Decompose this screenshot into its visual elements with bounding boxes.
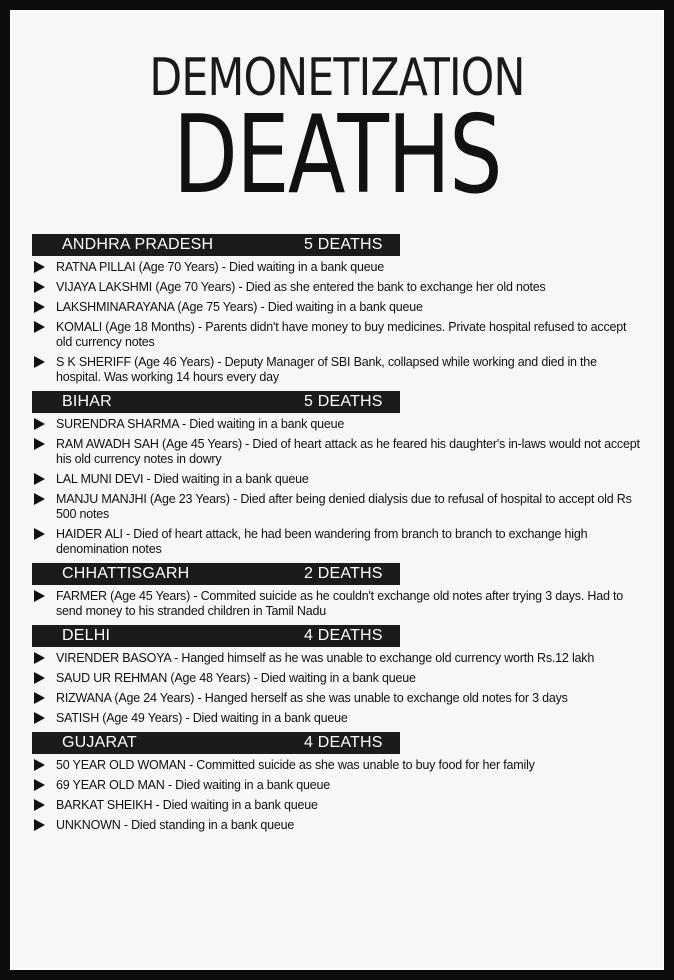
section-state-name: CHHATTISGARH <box>62 565 190 582</box>
entry-list <box>32 651 648 726</box>
list-item <box>32 417 648 432</box>
entry-text: RATNA PILLAI (Age 70 Years) - Died waiting in a bank queue <box>56 260 384 274</box>
list-item <box>32 818 648 833</box>
entry-text: FARMER (Age 45 Years) - Commited suicide as he couldn't exchange old notes after trying 3 days. Had to send money to his stranded children in Tamil Nadu <box>56 589 624 618</box>
entry-list <box>32 417 648 557</box>
list-item <box>32 300 648 315</box>
entry-text: SURENDRA SHARMA - Died waiting in a bank queue <box>56 417 345 431</box>
entry-text: BARKAT SHEIKH - Died waiting in a bank queue <box>56 798 318 812</box>
section-death-count: 5 DEATHS <box>304 236 383 253</box>
list-item <box>32 691 648 706</box>
list-item <box>32 355 648 385</box>
entry-text: KOMALI (Age 18 Months) - Parents didn't have money to buy medicines. Private hospital refused to accept old currency notes <box>56 320 627 349</box>
section-header <box>32 563 400 585</box>
title-block <box>12 48 662 218</box>
triangle-right-icon <box>34 672 48 684</box>
section-state-name: BIHAR <box>62 393 112 410</box>
section-andhra-pradesh <box>32 234 648 385</box>
section-header <box>32 625 400 647</box>
title-line-1: DEMONETIZATION <box>149 48 525 108</box>
triangle-right-icon <box>34 779 48 791</box>
section-chhattisgarh <box>32 563 648 619</box>
triangle-right-icon <box>34 301 48 313</box>
list-item <box>32 527 648 557</box>
entry-list <box>32 589 648 619</box>
section-state-name: GUJARAT <box>62 734 137 751</box>
list-item <box>32 437 648 467</box>
entry-text: SATISH (Age 49 Years) - Died waiting in a bank queue <box>56 711 348 725</box>
section-header <box>32 234 400 256</box>
entry-text: VIJAYA LAKSHMI (Age 70 Years) - Died as she entered the bank to exchange her old notes <box>56 280 546 294</box>
triangle-right-icon <box>34 438 48 450</box>
section-gujarat <box>32 732 648 833</box>
triangle-right-icon <box>34 819 48 831</box>
entry-text: MANJU MANJHI (Age 23 Years) - Died after being denied dialysis due to refusal of hospital to accept old Rs 500 notes <box>56 492 632 521</box>
entry-text: UNKNOWN - Died standing in a bank queue <box>56 818 295 832</box>
entry-text: S K SHERIFF (Age 46 Years) - Deputy Manager of SBI Bank, collapsed while working and died in the hospital. Was working 14 hours every day <box>56 355 597 384</box>
list-item <box>32 671 648 686</box>
list-item <box>32 711 648 726</box>
section-death-count: 4 DEATHS <box>304 627 383 644</box>
triangle-right-icon <box>34 321 48 333</box>
triangle-right-icon <box>34 759 48 771</box>
poster-body <box>10 10 664 970</box>
section-header <box>32 732 400 754</box>
triangle-right-icon <box>34 528 48 540</box>
entry-text: VIRENDER BASOYA - Hanged himself as he was unable to exchange old currency worth Rs.12 lakh <box>56 651 595 665</box>
list-item <box>32 758 648 773</box>
list-item <box>32 778 648 793</box>
triangle-right-icon <box>34 692 48 704</box>
list-item <box>32 280 648 295</box>
entry-text: LAKSHMINARAYANA (Age 75 Years) - Died waiting in a bank queue <box>56 300 423 314</box>
section-bihar <box>32 391 648 557</box>
section-state-name: DELHI <box>62 627 111 644</box>
list-item <box>32 320 648 350</box>
list-item <box>32 492 648 522</box>
list-item <box>32 798 648 813</box>
section-header <box>32 391 400 413</box>
title-line-2: DEATHS <box>172 93 502 218</box>
entry-text: SAUD UR REHMAN (Age 48 Years) - Died waiting in a bank queue <box>56 671 416 685</box>
entry-text: HAIDER ALI - Died of heart attack, he had been wandering from branch to branch to exchange high denomination notes <box>56 527 588 556</box>
triangle-right-icon <box>34 281 48 293</box>
entry-list <box>32 758 648 833</box>
list-item <box>32 472 648 487</box>
triangle-right-icon <box>34 356 48 368</box>
entry-text: RAM AWADH SAH (Age 45 Years) - Died of heart attack as he feared his daughter's in-laws would not accept his old currency notes in dowry <box>56 437 640 466</box>
triangle-right-icon <box>34 261 48 273</box>
entry-text: 50 YEAR OLD WOMAN - Committed suicide as she was unable to buy food for her family <box>56 758 535 772</box>
section-death-count: 2 DEATHS <box>304 565 383 582</box>
list-item <box>32 260 648 275</box>
entry-list <box>32 260 648 385</box>
triangle-right-icon <box>34 652 48 664</box>
list-item <box>32 651 648 666</box>
triangle-right-icon <box>34 418 48 430</box>
section-state-name: ANDHRA PRADESH <box>62 236 214 253</box>
entry-text: LAL MUNI DEVI - Died waiting in a bank queue <box>56 472 309 486</box>
list-item <box>32 589 648 619</box>
section-death-count: 5 DEATHS <box>304 393 383 410</box>
triangle-right-icon <box>34 493 48 505</box>
sections-list <box>32 234 648 839</box>
triangle-right-icon <box>34 712 48 724</box>
triangle-right-icon <box>34 590 48 602</box>
entry-text: 69 YEAR OLD MAN - Died waiting in a bank queue <box>56 778 331 792</box>
section-delhi <box>32 625 648 726</box>
triangle-right-icon <box>34 473 48 485</box>
triangle-right-icon <box>34 799 48 811</box>
section-death-count: 4 DEATHS <box>304 734 383 751</box>
entry-text: RIZWANA (Age 24 Years) - Hanged herself as she was unable to exchange old notes for 3 days <box>56 691 568 705</box>
